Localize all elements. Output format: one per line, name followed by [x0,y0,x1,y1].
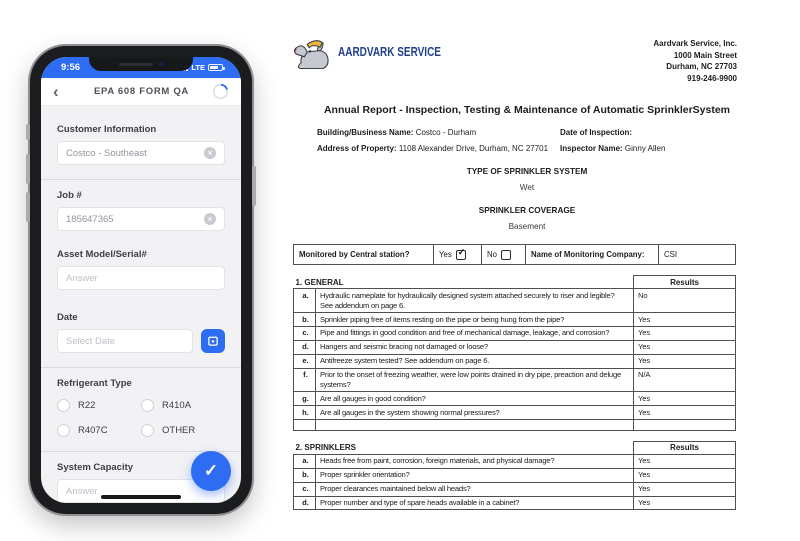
report-title: Annual Report - Inspection, Testing & Maintenance of Automatic SprinklerSystem [323,104,731,117]
volume-up-button [26,154,30,184]
capacity-placeholder: Answer [66,485,98,497]
table-row [294,313,736,327]
row-question: Hydraulic nameplate for hydraulically designed system attached securely to riser and legible? See addendum on page 6. [316,289,634,313]
aardvark-mascot-icon [290,32,334,72]
refrigerant-options [57,399,225,437]
property-address-label: Address of Property: [317,144,397,154]
table-row [294,482,736,496]
row-result [634,419,736,430]
check-icon: ✓ [203,461,219,480]
row-question: Sprinkler piping free of items resting on the pipe or being hung from the pipe? [316,313,634,327]
radio-r22[interactable] [57,399,141,412]
table-row [294,468,736,482]
asset-input[interactable] [57,266,225,290]
asset-placeholder: Answer [66,272,98,284]
inspection-info [317,128,770,153]
row-question: Heads free from paint, corrosion, foreign materials, and physical damage? [316,454,634,468]
status-time: 9:56 [61,61,81,73]
page-title: EPA 608 FORM QA [94,85,189,97]
table-row [294,454,736,468]
nav-bar [41,78,241,106]
building-field [317,128,560,137]
monitoring-company-label: Name of Monitoring Company: [526,245,659,265]
row-result: Yes [634,468,736,482]
radio-label: R22 [78,400,96,411]
row-result: Yes [634,313,736,327]
sprinklers-section-table [293,441,736,510]
row-question: Prior to the onset of freezing weather, were low points drained in dry pipe, preaction and deluge systems? [316,368,634,392]
job-label: Job # [57,190,82,201]
inspection-date-field [560,128,770,137]
phone-screen [41,57,241,503]
no-label: No [487,250,497,260]
row-question: Hangers and seismic bracing not damaged or loose? [316,340,634,354]
phone-mockup [30,46,252,514]
clear-icon[interactable]: ✕ [204,147,216,159]
row-result: No [634,289,736,313]
row-letter: c. [294,482,316,496]
address-line: Durham, NC 27703 [666,62,737,72]
job-value: 185647365 [66,213,114,225]
section-divider [41,367,241,368]
section-title: 2. SPRINKLERS [295,443,356,453]
company-name: AARDVARK SERVICE [338,45,441,59]
asset-label: Asset Model/Serial# [57,249,147,260]
section-header-row [294,441,736,454]
calendar-button[interactable] [201,329,225,353]
row-letter: f. [294,368,316,392]
phone-notch [89,57,193,71]
results-header: Results [634,441,736,454]
row-result: Yes [634,392,736,406]
type-heading: TYPE OF SPRINKLER SYSTEM [466,167,588,177]
capacity-label: System Capacity [57,462,134,473]
table-row [294,419,736,430]
monitoring-company-value: CSI [659,245,736,265]
row-result: Yes [634,496,736,510]
table-row [294,368,736,392]
table-row [294,392,736,406]
refrigerant-label: Refrigerant Type [57,378,132,389]
type-value: Wet [519,183,535,193]
property-address-field [317,144,560,153]
row-question: Proper sprinkler orientation? [316,468,634,482]
address-line: Aardvark Service, Inc. [653,39,737,48]
row-question: Antifreeze system tested? See addendum on page 6. [316,354,634,368]
address-line: 919-246-9900 [687,73,737,83]
battery-icon [208,64,223,72]
clear-icon[interactable]: ✕ [204,213,216,225]
row-letter: g. [294,392,316,406]
mute-switch [26,124,30,140]
row-result: Yes [634,354,736,368]
row-result: N/A [634,368,736,392]
row-letter: d. [294,496,316,510]
volume-down-button [26,192,30,222]
customer-label: Customer Information [57,124,157,135]
section-header-row [294,276,736,289]
yes-label: Yes [439,250,452,260]
row-result: Yes [634,406,736,420]
table-row [294,245,736,265]
radio-label: R410A [162,400,192,411]
customer-input[interactable] [57,141,225,165]
row-letter: d. [294,340,316,354]
row-result: Yes [634,482,736,496]
radio-circle-icon [57,399,70,412]
property-address-value: 1108 Alexander Drive, Durham, NC 27701 [398,144,549,154]
table-row [294,326,736,340]
coverage-heading: SPRINKLER COVERAGE [478,206,576,216]
row-question: Are all gauges in the system showing normal pressures? [316,406,634,420]
section-divider [41,179,241,180]
customer-value: Costco - Southeast [66,147,147,159]
row-result: Yes [634,340,736,354]
date-label: Date [57,312,78,323]
row-letter: h. [294,406,316,420]
row-letter: a. [294,289,316,313]
document-header [284,32,770,84]
table-row [294,289,736,313]
radio-label: R407C [78,425,108,436]
results-header: Results [634,276,736,289]
inspector-field [560,144,770,153]
home-indicator[interactable] [101,495,181,499]
building-label: Building/Business Name: [317,128,414,138]
radio-circle-icon [141,424,154,437]
table-row [294,496,736,510]
monitoring-table [293,244,736,265]
table-row [294,406,736,420]
row-letter [294,419,316,430]
row-letter: e. [294,354,316,368]
back-chevron-icon[interactable]: ‹ [53,81,59,101]
row-letter: c. [294,326,316,340]
date-input[interactable] [57,329,193,353]
company-logo [290,32,467,72]
row-question: Proper number and type of spare heads available in a cabinet? [316,496,634,510]
table-row [294,354,736,368]
inspection-date-label: Date of Inspection: [560,128,633,138]
row-question [316,419,634,430]
radio-circle-icon [141,399,154,412]
coverage-value: Basement [508,222,546,232]
yes-cell [434,245,482,265]
report-document [284,24,770,510]
form-content [41,106,241,503]
submit-button[interactable] [191,451,231,491]
row-result: Yes [634,326,736,340]
network-label: LTE [191,62,205,72]
address-line: 1000 Main Street [673,50,737,60]
row-letter: b. [294,313,316,327]
radio-label: OTHER [162,425,196,436]
calendar-icon [207,335,219,347]
general-section-table [293,275,736,431]
row-result: Yes [634,454,736,468]
row-letter: a. [294,454,316,468]
no-cell [482,245,526,265]
building-value: Costco - Durham [415,128,477,138]
table-row [294,340,736,354]
checkbox-checked-icon: ✓ [456,250,466,260]
date-placeholder: Select Date [66,335,116,347]
row-question: Proper clearances maintained below all heads? [316,482,634,496]
checkbox-empty-icon [501,250,511,260]
radio-r407c[interactable] [57,424,141,437]
row-question: Pipe and fittings in good condition and free of mechanical damage, leakage, and corrosion? [316,326,634,340]
monitoring-question: Monitored by Central station? [294,245,434,265]
inspector-label: Inspector Name: [560,144,623,154]
front-camera [159,62,163,66]
section-title: 1. GENERAL [295,277,344,287]
radio-r410a[interactable] [141,399,225,412]
inspector-value: Ginny Allen [624,144,666,154]
job-input[interactable] [57,207,225,231]
speaker-slot [119,63,153,66]
row-letter: b. [294,468,316,482]
power-button [252,166,256,206]
row-question: Are all gauges in good condition? [316,392,634,406]
radio-circle-icon [57,424,70,437]
company-address [653,32,770,84]
progress-ring-icon [212,83,229,100]
radio-other[interactable] [141,424,225,437]
